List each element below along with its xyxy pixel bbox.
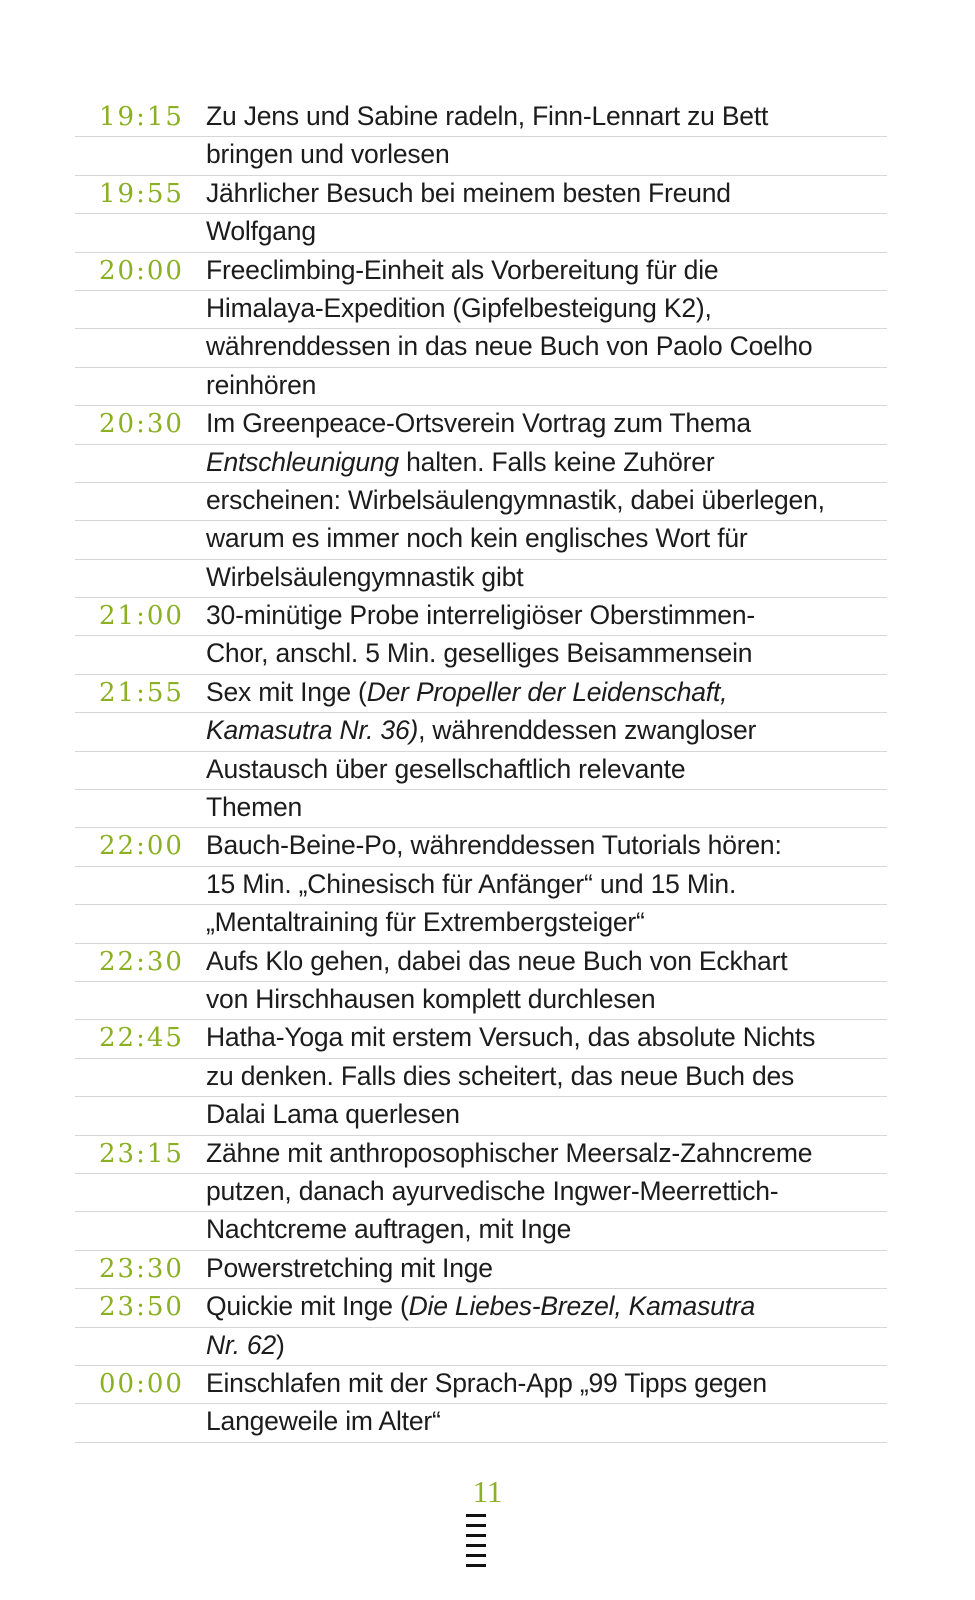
entry-text: Austausch über gesellschaftlich relevante xyxy=(206,753,686,784)
entry-text: bringen und vorlesen xyxy=(206,139,450,170)
ruled-line xyxy=(75,368,887,406)
entry-text: Wolfgang xyxy=(206,216,316,247)
entry-text: reinhören xyxy=(206,369,317,400)
entry-text: Quickie mit Inge (Die Liebes-Brezel, Kamasutra xyxy=(206,1291,755,1322)
entry-text: Zähne mit anthroposophischer Meersalz-Zahncreme xyxy=(206,1137,813,1168)
page-number: 11 xyxy=(472,1474,503,1509)
entry-text: Nr. 62) xyxy=(206,1329,285,1360)
ruled-line xyxy=(75,828,887,866)
entry-text: Wirbelsäulengymnastik gibt xyxy=(206,561,524,592)
entry-text: 30-minütige Probe interreligiöser Oberstimmen- xyxy=(206,600,755,631)
schedule-entry xyxy=(75,675,887,829)
edge-mark xyxy=(466,1554,486,1557)
schedule-entry xyxy=(75,1251,887,1289)
entry-text: Hatha-Yoga mit erstem Versuch, das absolute Nichts xyxy=(206,1022,816,1053)
entry-text: „Mentaltraining für Extrembergsteiger“ xyxy=(206,907,645,938)
entry-text: Jährlicher Besuch bei meinem besten Freund xyxy=(206,177,731,208)
ruled-line xyxy=(75,176,887,214)
entry-time: 22:30 xyxy=(99,946,184,977)
edge-mark xyxy=(466,1564,486,1567)
entry-text: Langeweile im Alter“ xyxy=(206,1406,441,1437)
ruled-line xyxy=(75,214,887,252)
entry-text: Aufs Klo gehen, dabei das neue Buch von Eckhart xyxy=(206,945,788,976)
edge-mark xyxy=(466,1514,486,1517)
ruled-line xyxy=(75,560,887,598)
ruled-line xyxy=(75,1212,887,1250)
edge-mark xyxy=(466,1544,486,1547)
schedule-entry xyxy=(75,598,887,675)
ruled-line xyxy=(75,713,887,751)
ruled-line xyxy=(75,99,887,137)
entry-time: 00:00 xyxy=(99,1368,184,1399)
ruled-line xyxy=(75,1020,887,1058)
entry-time: 20:00 xyxy=(99,255,184,286)
entry-text: Einschlafen mit der Sprach-App „99 Tipps gegen xyxy=(206,1367,767,1398)
entry-time: 22:00 xyxy=(99,831,184,862)
entry-time: 19:55 xyxy=(99,178,184,209)
ruled-line xyxy=(75,1059,887,1097)
entry-text: Freeclimbing-Einheit als Vorbereitung für die xyxy=(206,254,719,285)
entry-text: Sex mit Inge (Der Propeller der Leidenschaft, xyxy=(206,676,728,707)
ruled-line xyxy=(75,1328,887,1366)
schedule-entry xyxy=(75,1136,887,1251)
schedule-list xyxy=(75,99,887,1443)
entry-text: währenddessen in das neue Buch von Paolo Coelho xyxy=(206,331,813,362)
page-edge-marks xyxy=(466,1514,486,1574)
schedule-entry xyxy=(75,944,887,1021)
ruled-line xyxy=(75,675,887,713)
entry-time: 19:15 xyxy=(99,102,184,132)
ruled-line xyxy=(75,329,887,367)
entry-time: 23:30 xyxy=(99,1253,184,1284)
schedule-entry xyxy=(75,1020,887,1135)
entry-text: Himalaya-Expedition (Gipfelbesteigung K2), xyxy=(206,292,712,323)
schedule-entry xyxy=(75,176,887,253)
edge-mark xyxy=(466,1534,486,1537)
edge-mark xyxy=(466,1524,486,1527)
entry-time: 23:50 xyxy=(99,1292,184,1323)
schedule-entry xyxy=(75,99,887,176)
schedule-entry xyxy=(75,1289,887,1366)
ruled-line xyxy=(75,445,887,483)
entry-time: 23:15 xyxy=(99,1138,184,1169)
ruled-line xyxy=(75,521,887,559)
ruled-line xyxy=(75,291,887,329)
entry-text: putzen, danach ayurvedische Ingwer-Meerrettich- xyxy=(206,1175,779,1206)
entry-text: Nachtcreme auftragen, mit Inge xyxy=(206,1214,572,1245)
entry-text: Dalai Lama querlesen xyxy=(206,1099,460,1130)
entry-text: 15 Min. „Chinesisch für Anfänger“ und 15 Min. xyxy=(206,868,737,899)
entry-time: 22:45 xyxy=(99,1023,184,1054)
ruled-line xyxy=(75,483,887,521)
ruled-line xyxy=(75,253,887,291)
ruled-line xyxy=(75,982,887,1020)
ruled-line xyxy=(75,867,887,905)
schedule-entry xyxy=(75,253,887,407)
entry-text: zu denken. Falls dies scheitert, das neue Buch des xyxy=(206,1060,795,1091)
ruled-line xyxy=(75,1097,887,1135)
ruled-line xyxy=(75,406,887,444)
entry-text: Kamasutra Nr. 36), währenddessen zwangloser xyxy=(206,715,757,746)
schedule-entry xyxy=(75,828,887,943)
ruled-line xyxy=(75,1174,887,1212)
entry-text: Themen xyxy=(206,792,303,823)
entry-text: warum es immer noch kein englisches Wort für xyxy=(206,523,748,554)
ruled-line xyxy=(75,598,887,636)
entry-text: erscheinen: Wirbelsäulengymnastik, dabei überlegen, xyxy=(206,484,825,515)
ruled-line xyxy=(75,137,887,175)
entry-text: Im Greenpeace-Ortsverein Vortrag zum Thema xyxy=(206,408,751,439)
ruled-line xyxy=(75,1251,887,1289)
schedule-entry xyxy=(75,1366,887,1443)
entry-time: 20:30 xyxy=(99,409,184,440)
ruled-line xyxy=(75,1289,887,1327)
entry-text: von Hirschhausen komplett durchlesen xyxy=(206,983,656,1014)
ruled-line xyxy=(75,944,887,982)
ruled-line xyxy=(75,636,887,674)
entry-text: Zu Jens und Sabine radeln, Finn-Lennart zu Bett xyxy=(206,101,769,131)
entry-time: 21:00 xyxy=(99,601,184,632)
ruled-line xyxy=(75,790,887,828)
schedule-entry xyxy=(75,406,887,598)
ruled-line xyxy=(75,1136,887,1174)
entry-text: Chor, anschl. 5 Min. geselliges Beisammensein xyxy=(206,638,753,669)
ruled-line xyxy=(75,1404,887,1442)
ruled-line xyxy=(75,752,887,790)
entry-text: Entschleunigung halten. Falls keine Zuhörer xyxy=(206,446,715,477)
entry-text: Powerstretching mit Inge xyxy=(206,1252,493,1283)
entry-text: Bauch-Beine-Po, währenddessen Tutorials hören: xyxy=(206,830,782,861)
ruled-line xyxy=(75,1366,887,1404)
entry-time: 21:55 xyxy=(99,677,184,708)
ruled-line xyxy=(75,905,887,943)
